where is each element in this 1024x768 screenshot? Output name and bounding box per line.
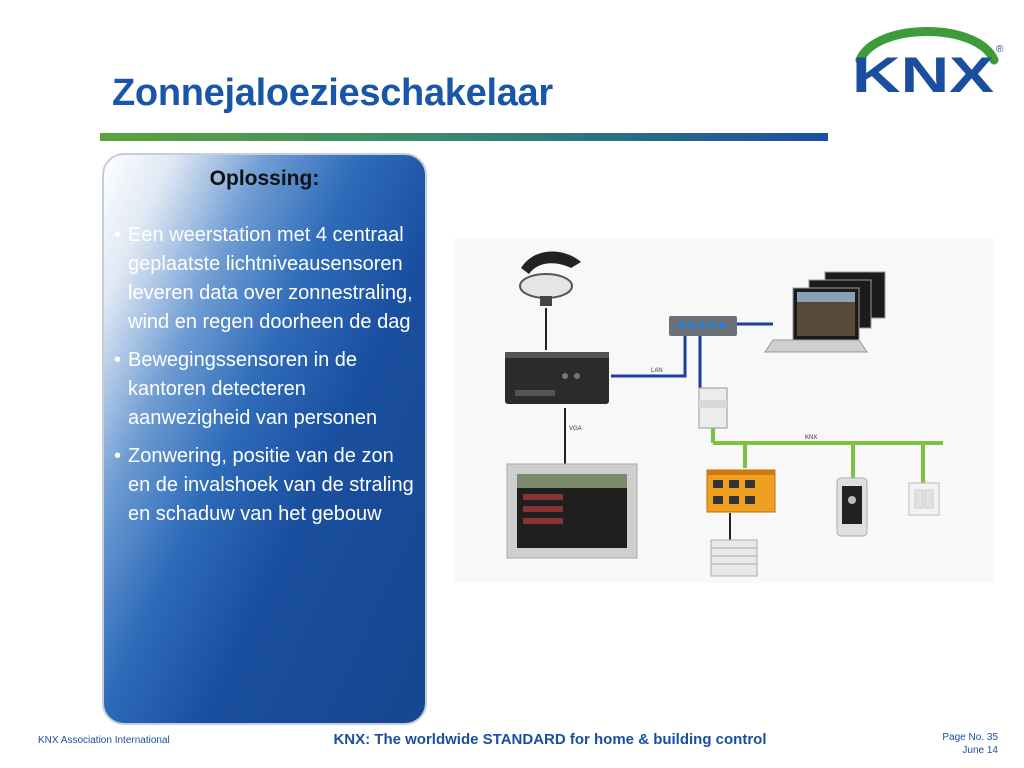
bullet-item (114, 442, 414, 529)
lan-label: LAN (651, 368, 663, 374)
footer-page-info (942, 731, 998, 757)
network-switch-icon (669, 316, 737, 336)
knx-actuator-icon (707, 470, 775, 512)
title-divider (100, 133, 828, 141)
slide-title: Zonnejaloezieschakelaar (112, 72, 553, 114)
logo-text: KNX (852, 47, 994, 100)
room-controller-icon (837, 478, 867, 536)
solution-panel (102, 153, 427, 725)
bullet-dot-icon: • (114, 224, 122, 246)
page-date: June 14 (962, 745, 998, 756)
bullet-item (114, 221, 414, 337)
wall-switch-icon (909, 483, 939, 515)
bullet-dot-icon: • (114, 445, 122, 467)
controller-icon (505, 352, 609, 404)
vga-label: VGA (569, 426, 582, 432)
ip-interface-icon (699, 388, 727, 428)
bullet-item (114, 346, 414, 433)
bullet-text: Een weerstation met 4 centraal geplaatste lichtniveausensoren leveren data over zonnestraling, wind en regen doorheen de dag (128, 224, 413, 333)
bullet-text: Zonwering, positie van de zon en de invalshoek van de straling en schaduw van het gebouw (128, 445, 414, 525)
page-number: Page No. 35 (942, 732, 998, 743)
knx-bus-label: KNX (805, 435, 818, 441)
footer-tagline: KNX: The worldwide STANDARD for home & building control (333, 731, 767, 748)
bullet-text: Bewegingssensoren in de kantoren detecteren aanwezigheid van personen (128, 349, 378, 429)
touch-panel-icon (507, 464, 637, 558)
bullet-list (114, 221, 414, 538)
panel-heading: Oplossing: (209, 167, 320, 190)
knx-logo (846, 20, 1008, 100)
footer-organization: KNX Association International (38, 735, 170, 746)
bullet-dot-icon: • (114, 349, 122, 371)
logo-registered-mark: ® (996, 44, 1004, 55)
system-diagram (455, 238, 993, 583)
window-blinds-icon (711, 540, 757, 576)
